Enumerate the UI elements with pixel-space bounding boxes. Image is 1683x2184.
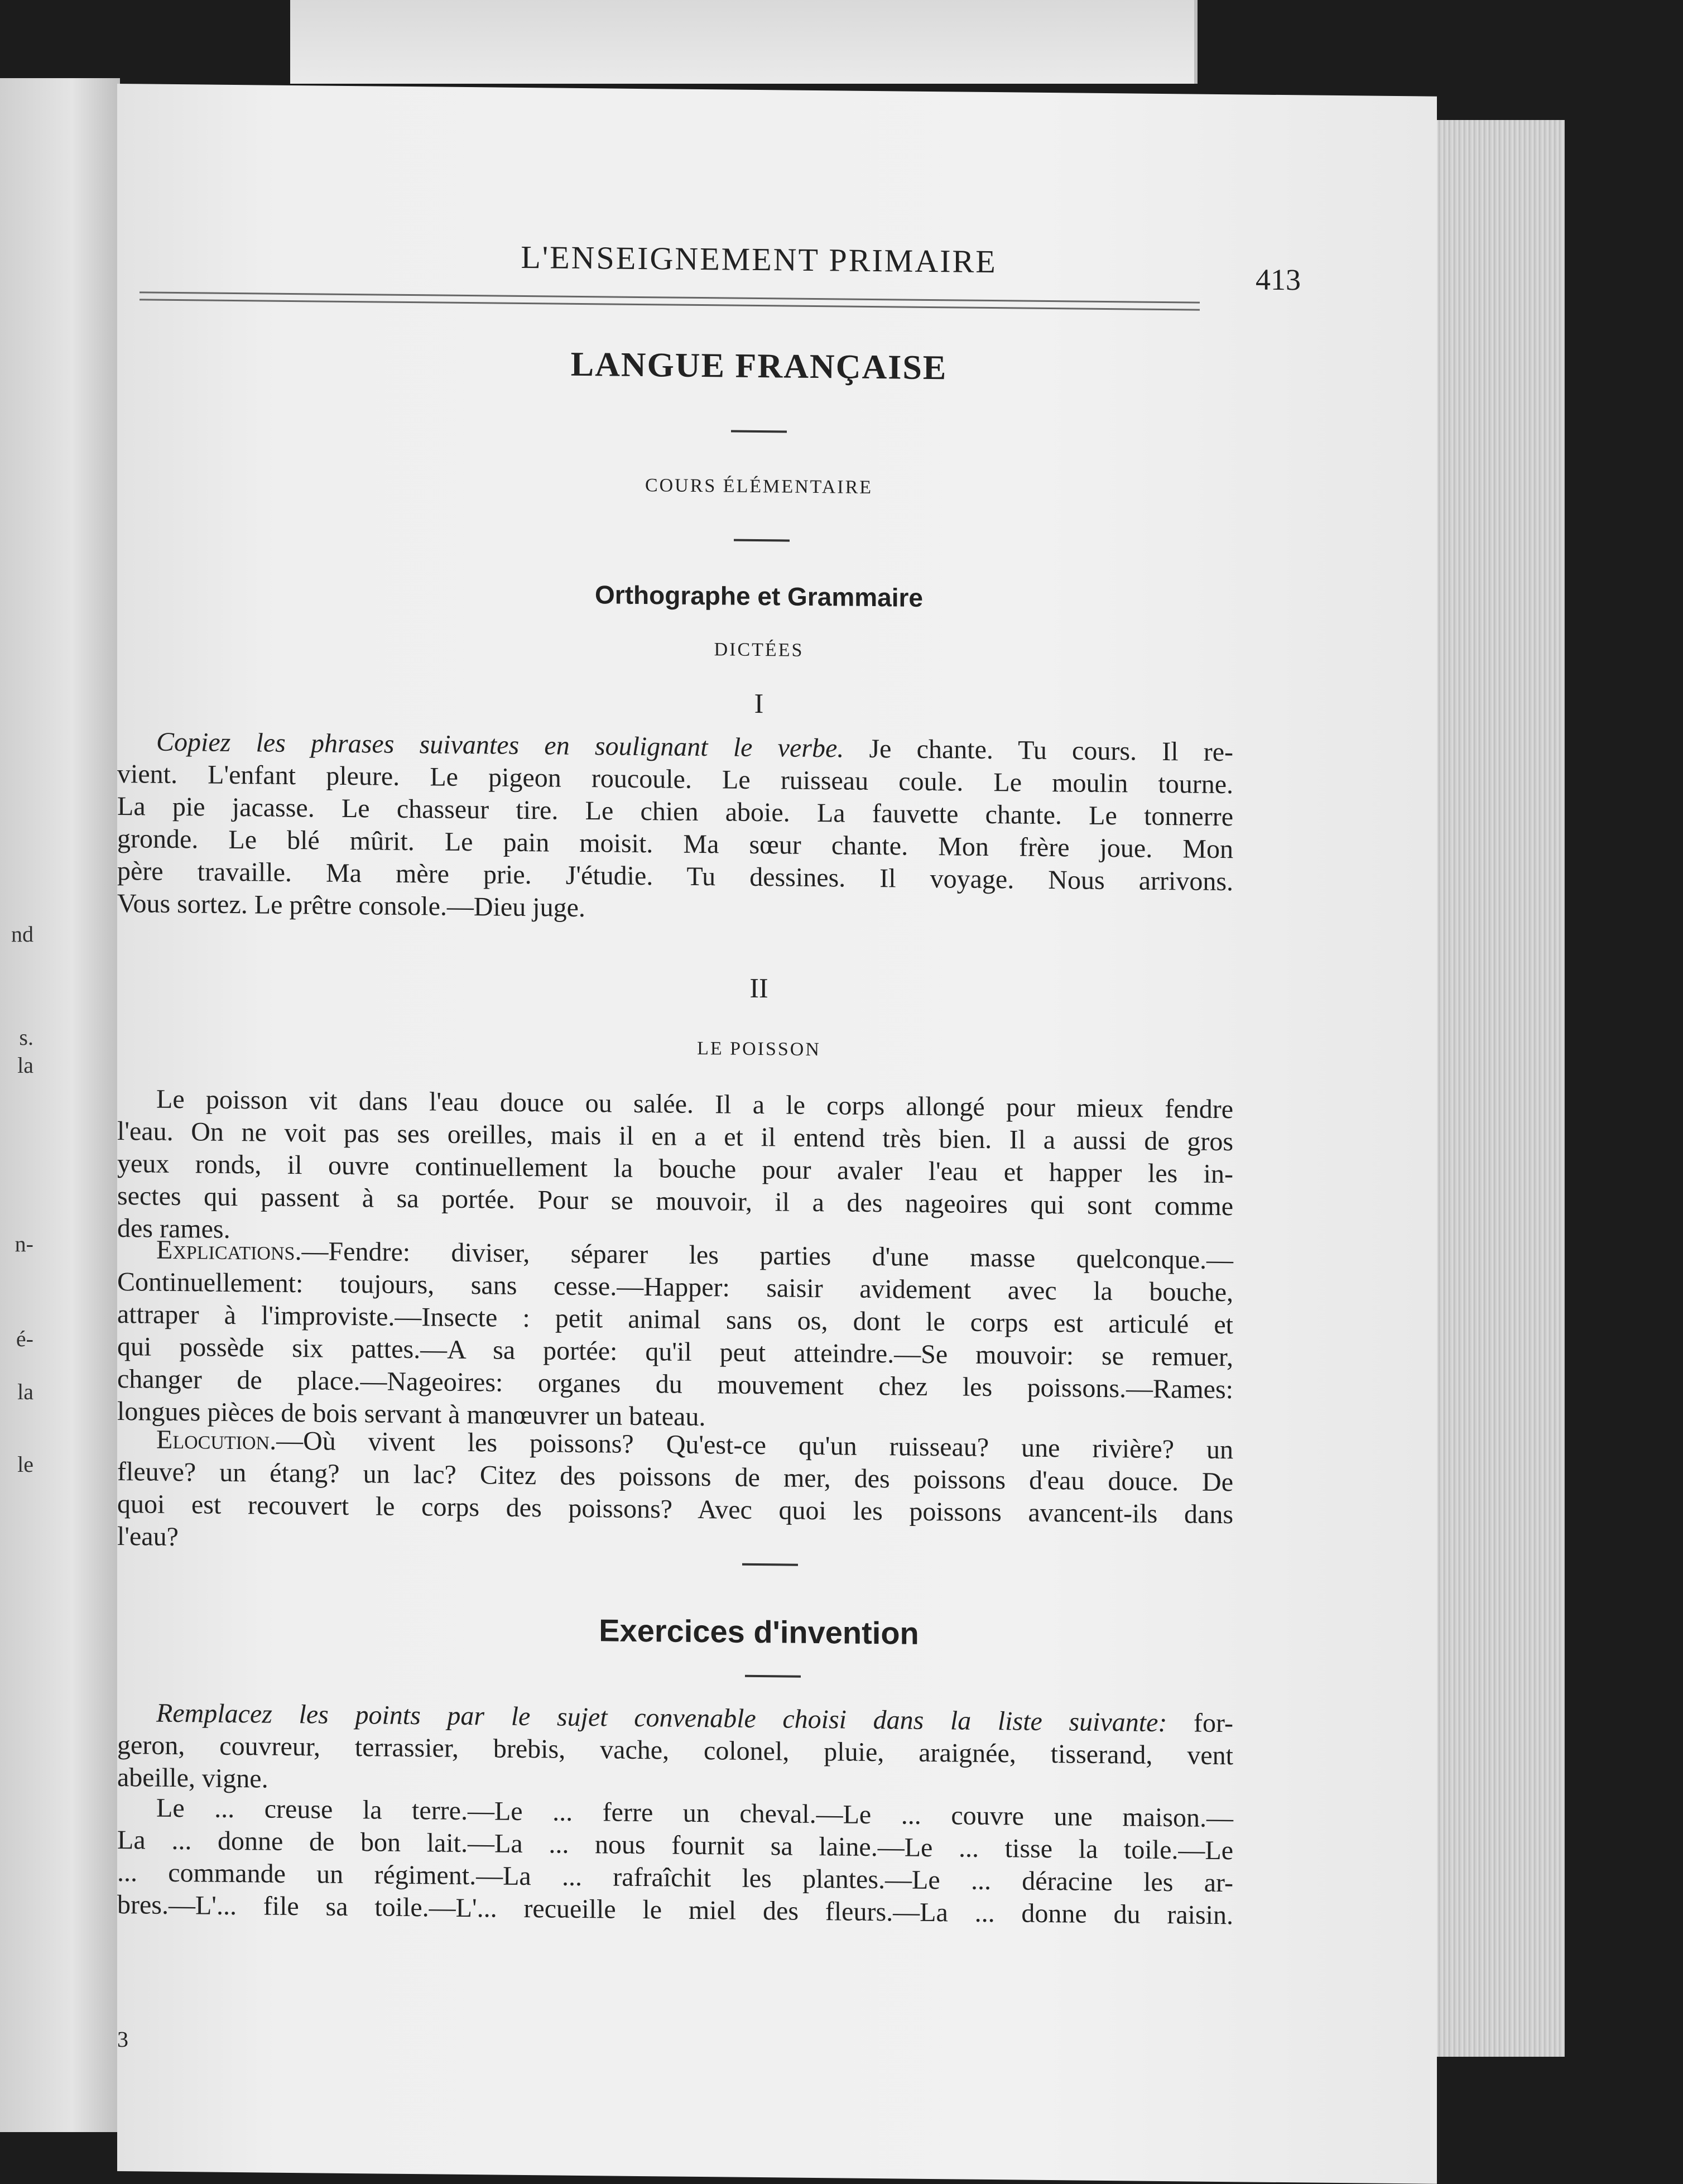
dictee-2-text [117, 1083, 1233, 1255]
text-line: abeille, vigne. [117, 1763, 268, 1794]
text-line-rest: for- [1194, 1708, 1233, 1739]
dictee-title: LE POISSON [697, 1038, 821, 1060]
text-line: l'eau. On ne voit pas ses oreilles, mais il en a et il entend très bien. Il a aussi de gros [117, 1116, 1233, 1157]
separator-dash [734, 539, 790, 542]
left-page-fragment: nd [11, 921, 33, 947]
text-line: gronde. Le blé mûrit. Le pain moisit. Ma sœur chante. Mon frère joue. Mon [117, 824, 1233, 865]
exercise-instruction [117, 1697, 1233, 1804]
elocution-label: Elocution. [156, 1424, 277, 1456]
book-page [117, 84, 1437, 2184]
text-line: La ... donne de bon lait.—La ... nous fournit sa laine.—Le ... tisse la toile.—Le [117, 1825, 1233, 1866]
exercises-title: Exercices d'invention [599, 1612, 919, 1651]
text-line: bres.—L'... file sa toile.—L'... recueille le miel des fleurs.—La ... donne du raisin. [117, 1890, 1233, 1931]
text-line: Continuellement: toujours, sans cesse.—Happer: saisir avidement avec la bouche, [117, 1267, 1233, 1308]
text-line: yeux ronds, il ouvre continuellement la bouche pour avaler l'eau et happer les in- [117, 1149, 1233, 1189]
text-line: changer de place.—Nageoires: organes du mouvement chez les poissons.—Rames: [117, 1364, 1233, 1405]
text-line: Le ... creuse la terre.—Le ... ferre un cheval.—Le ... couvre une maison.— [156, 1793, 1233, 1833]
dictee-1-text [117, 726, 1233, 930]
text-line: vient. L'enfant pleure. Le pigeon roucoule. Le ruisseau coule. Le moulin tourne. [117, 759, 1233, 800]
separator-dash [745, 1675, 801, 1678]
text-line: l'eau? [117, 1521, 179, 1552]
page-number: 413 [1256, 262, 1301, 297]
exercise-sentences [117, 1792, 1233, 1932]
text-line: qui possède six pattes.—A sa portée: qu'il peut atteindre.—Se mouvoir: se remuer, [117, 1332, 1233, 1372]
text-line: Vous sortez. Le prêtre console.—Dieu juge. [117, 889, 585, 923]
text-line-rest: —Où vivent les poissons? Qu'est-ce qu'un ruisseau? une rivière? un [276, 1425, 1233, 1465]
text-line: attraper à l'improviste.—Insecte : petit animal sans os, dont le corps est articulé et [117, 1299, 1233, 1340]
text-line: ... commande un régiment.—La ... rafraîchit les plantes.—Le ... déracine les ar- [117, 1857, 1233, 1898]
left-page-fragment: n- [15, 1231, 33, 1256]
text-line: longues pièces de bois servant à manœuvrer un bateau. [117, 1396, 706, 1432]
elocution-paragraph [117, 1423, 1233, 1563]
text-line: sectes qui passent à sa portée. Pour se mouvoir, il a des nageoires qui sont comme [117, 1181, 1233, 1222]
separator-dash [731, 430, 787, 433]
explications-paragraph [117, 1233, 1233, 1438]
instruction-text: Remplacez les points par le sujet convenable choisi dans la liste suivante: [156, 1698, 1167, 1738]
text-line: Le poisson vit dans l'eau douce ou salée. Il a le corps allongé pour mieux fendre [156, 1084, 1233, 1125]
signature-folio: 3 [117, 2027, 128, 2052]
explications-label: Explications. [156, 1235, 302, 1266]
text-line: père travaille. Ma mère prie. J'étudie. Tu dessines. Il voyage. Nous arrivons. [117, 856, 1233, 897]
separator-dash [742, 1563, 798, 1566]
text-line: fleuve? un étang? un lac? Citez des poissons de mer, des poissons d'eau douce. De [117, 1457, 1233, 1497]
dictee-numeral: II [749, 972, 768, 1004]
running-title: L'ENSEIGNEMENT PRIMAIRE [521, 238, 997, 280]
left-page-fragment: la [17, 1379, 33, 1404]
left-page-fragment: le [17, 1452, 33, 1477]
left-page-fragment: s. [19, 1025, 33, 1050]
course-label: COURS ÉLÉMENTAIRE [645, 475, 873, 498]
text-line: La pie jacasse. Le chasseur tire. Le chien aboie. La fauvette chante. Le tonnerre [117, 791, 1233, 832]
dictee-instruction: Copiez les phrases suivantes en soulignant le verbe. [156, 727, 844, 764]
section-title: LANGUE FRANÇAISE [570, 345, 948, 387]
dictees-label: DICTÉES [714, 639, 804, 661]
text-line-rest: —Fendre: diviser, séparer les parties d'une masse quelconque.— [301, 1236, 1233, 1275]
text-line: des rames. [117, 1213, 230, 1244]
text-line: geron, couvreur, terrassier, brebis, vache, colonel, pluie, araignée, tisserand, vent [117, 1730, 1233, 1771]
left-page-fragment: la [17, 1053, 33, 1078]
book-page-edges [1429, 120, 1565, 2057]
text-line-rest: Je chante. Tu cours. Il re- [869, 733, 1234, 767]
left-page-edge [0, 78, 120, 2132]
header-rule [140, 291, 1200, 310]
left-page-fragment: é- [16, 1326, 33, 1351]
dictee-numeral: I [754, 687, 764, 719]
text-line: quoi est recouvert le corps des poissons? Avec quoi les poissons avancent-ils dans [117, 1489, 1233, 1530]
background-card [290, 0, 1198, 84]
subsection-title: Orthographe et Grammaire [595, 580, 923, 612]
